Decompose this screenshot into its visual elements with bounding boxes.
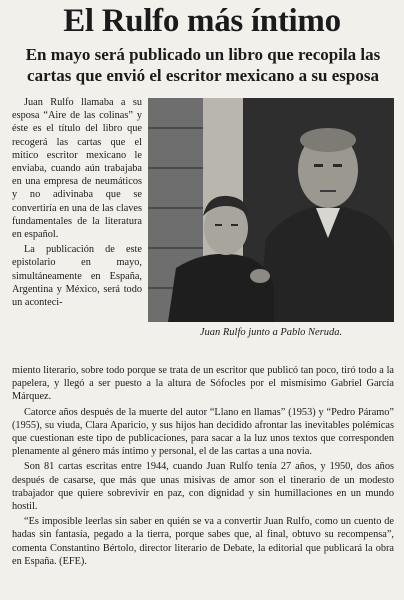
headline: El Rulfo más íntimo [63,3,341,39]
body-paragraph-1: miento literario, sobre todo porque se trata de un escritor que publicó tan poco, tiró todo a la papelera, y llegó a ser puesto a la altura de Sófocles por el mismísimo Gabriel García Márquez. [12,365,394,403]
column-paragraph-2: La publicación de este epistolario en mayo, simultáneamente en España, Argentina y México, será todo un aconteci- [12,244,142,309]
photo-caption: Juan Rulfo junto a Pablo Neruda. [199,327,343,338]
body-paragraph-2: Catorce años después de la muerte del autor “Llano en llamas” (1953) y “Pedro Páramo” (1955), su viuda, Clara Aparicio, y sus hijos han decidido afrontar las inevitables polémicas que cuestionan este tipo de publicaciones, para sacar a la luz unos textos que corresponden plenamente al género más íntimo y personal, el de las cartas a una novia. [12,406,394,458]
photo-rulfo-neruda [148,98,394,322]
narrow-text-column [12,96,142,309]
deck-subheadline: En mayo será publicado un libro que recopila las cartas que envió el escritor mexicano a su esposa [25,45,381,85]
body-paragraph-4: “Es imposible leerlas sin saber en quién se va a convertir Juan Rulfo, como un cuento de hadas sin fantasía, pegado a la tierra, porque sabes que, al final, obtuvo su recompensa”, comenta Constantino Bértolo, director literario de Debate, la editorial que publicará la obra en España. (EFE). [12,516,394,567]
full-width-text [12,364,394,568]
body-paragraph-3: Son 81 cartas escritas entre 1944, cuando Juan Rulfo tenía 27 años, y 1950, dos años después de casarse, que más que unas misivas de amor son el tinerario de un modesto trabajador que quiere sobrevivir en paz, con dignidad y sin humillaciones en un mundo hostil. [12,461,394,513]
column-paragraph-1: Juan Rulfo llamaba a su esposa “Aire de las colinas” y éste es el título del libro que recogerá las cartas que el mítico escritor mexicano le enviaba, cuando aún trabajaba en una empresa de neumáticos y no adivinaba que se convertiría en una de las claves fundamentales de la literatura en español. [12,97,142,241]
